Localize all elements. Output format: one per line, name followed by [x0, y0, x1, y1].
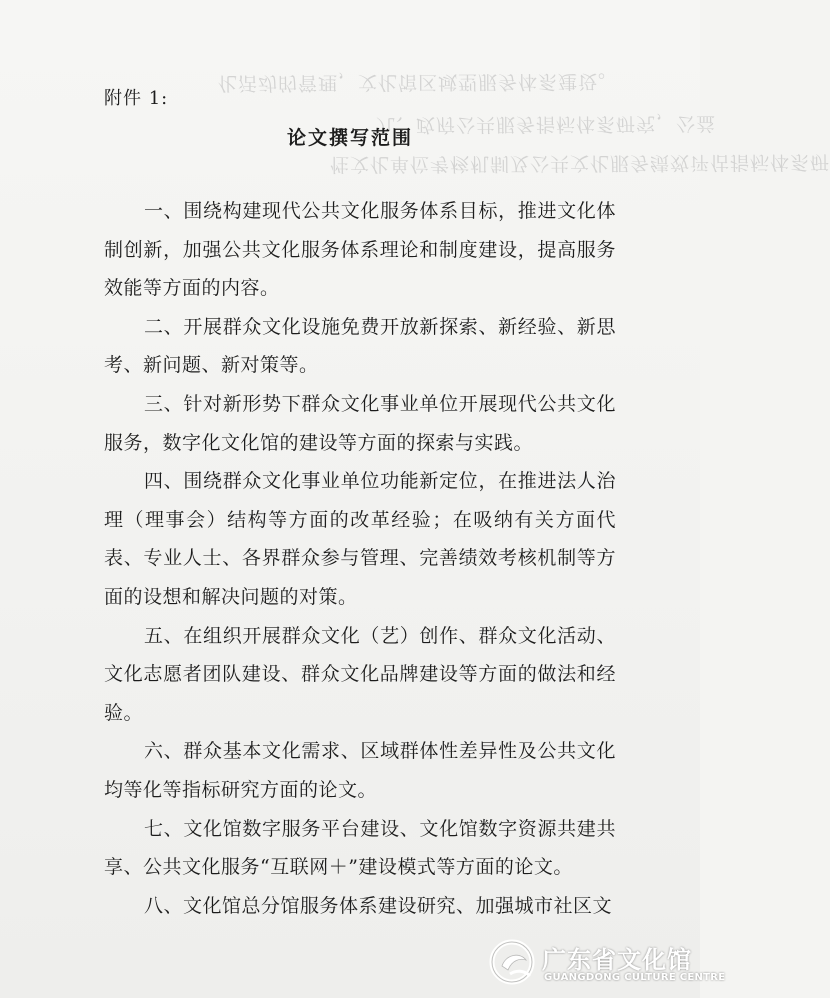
document-body	[104, 192, 616, 925]
watermark-logo	[488, 936, 726, 992]
paragraph-5: 五、在组织开展群众文化（艺）创作、群众文化活动、文化志愿者团队建设、群众文化品牌建设等方面的做法和经验。	[104, 624, 616, 724]
show-through-line-3: 性文化单位考核机制及公共文化服务绩效评估指标体系研	[329, 150, 830, 176]
paragraph-8: 八、文化馆总分馆服务体系建设研究、加强城市社区文	[144, 894, 613, 917]
paragraph-1: 一、围绕构建现代公共文化服务体系目标，推进文化体制创新，加强公共文化服务体系理论和制度建设，提高服务效能等方面的内容。	[104, 200, 616, 300]
paragraph-7: 七、文化馆数字服务平台建设、文化馆数字资源共建共享、公共文化服务“互联网＋”建设模式等方面的论文。	[104, 817, 616, 879]
attachment-label: 附件 1:	[104, 88, 169, 109]
paragraph-2: 二、开展群众文化设施免费开放新探索、新经验、新思考、新问题、新对策等。	[104, 315, 616, 377]
document-title: 论文撰写范围	[286, 127, 413, 149]
watermark-name-en: GUANGDONG CULTURE CENTRE	[544, 972, 726, 983]
paragraph-3: 三、针对新形势下群众文化事业单位开展现代公共文化服务，数字化文化馆的建设等方面的探索与实践。	[104, 392, 616, 454]
logo-icon	[488, 936, 540, 988]
show-through-line-2: 九、政府公共服务指标体系研究，公益	[375, 112, 717, 136]
show-through-line-1: 化活动的管理，文化馆区域型服务体系建设。	[217, 69, 619, 95]
paragraph-4: 四、围绕群众文化事业单位功能新定位，在推进法人治理（理事会）结构等方面的改革经验；在吸纳有关方面代表、专业人士、各界群众参与管理、完善绩效考核机制等方面的设想和解决问题的对策。	[104, 470, 616, 608]
watermark-name-cn: 广东省文化馆	[542, 946, 692, 974]
paragraph-6: 六、群众基本文化需求、区域群体性差异性及公共文化均等化等指标研究方面的论文。	[104, 740, 616, 801]
